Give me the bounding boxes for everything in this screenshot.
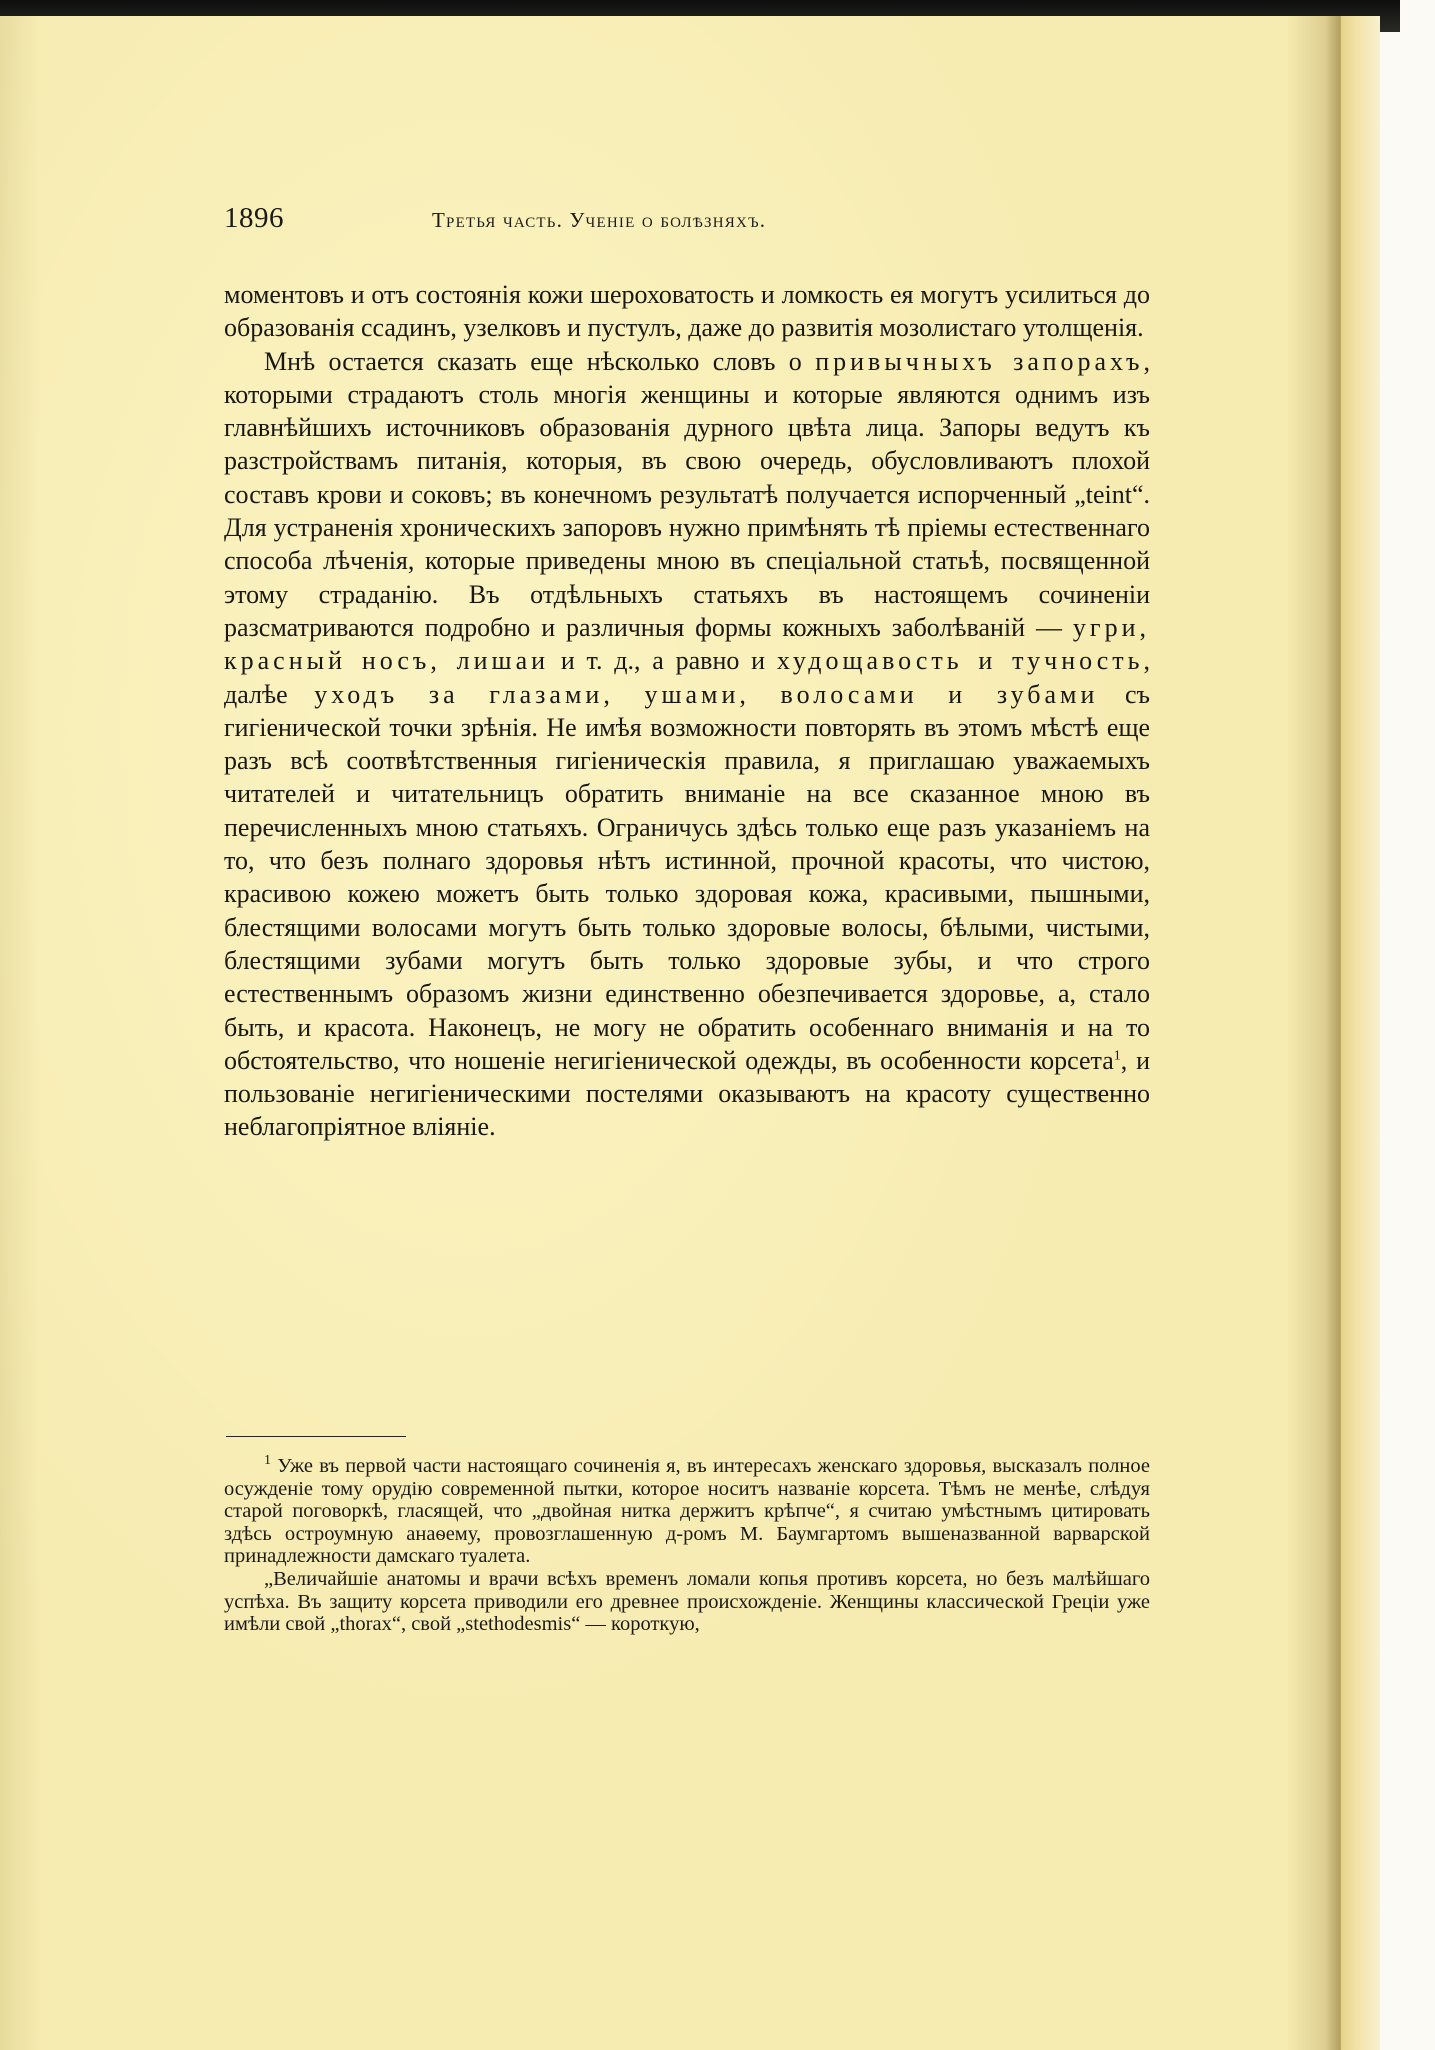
paragraph-1 <box>224 278 1150 345</box>
page-edge <box>1340 16 1380 2050</box>
spaced-phrase-constipation: привычныхъ запорахъ <box>815 346 1144 376</box>
footnote-marker: 1 <box>264 1453 271 1469</box>
page-number: 1896 <box>224 202 284 234</box>
footnote-2 <box>224 1568 1150 1636</box>
paragraph-2-text-d: , далѣе <box>224 646 1151 709</box>
page-header <box>224 202 1154 242</box>
footnote-1 <box>224 1455 1150 1568</box>
paragraph-1-text: моментовъ и отъ состоянія кожи шероховатость и ломкость ея могутъ усилиться до образованія ссадинъ, узелковъ и пустулъ, даже до развитія мозолистаго утолщенія. <box>224 280 1150 343</box>
spaced-phrase-weight: худощавость и тучность <box>776 646 1144 676</box>
spaced-phrase-skin-diseases: угри, красный носъ, лишаи <box>224 612 1150 676</box>
footnote-1-text: Уже въ первой части настоящаго сочиненія я, въ интересахъ женскаго здоровья, высказалъ полное осужденіе тому орудію современной пытки, которое носитъ названіе корсета. Тѣмъ не менѣе, слѣдуя старой поговоркѣ, гласящей, что „двойная нитка держитъ крѣпче“, я считаю умѣстнымъ цитировать здѣсь остроумную анаѳему, провозглашенную д-ромъ М. Баумгартомъ вышеназванной варварской принадлежности дамскаго туалета. <box>224 1455 1150 1568</box>
paragraph-2-text-b: , которыми страдаютъ столь многія женщины и которые являются однимъ изъ главнѣйшихъ источниковъ образованія дурного цвѣта лица. Запоры ведутъ къ разстройствамъ питанія, которыя, въ свою очередь, обусловливаютъ плохой составъ крови и соковъ; въ конечномъ результатѣ получается испорченный „teint“. Для устраненія хроническихъ запоровъ нужно примѣнять тѣ пріемы естественнаго способа лѣченія, которые приведены мною въ спеціальной статьѣ, посвященной этому страданію. Въ отдѣльныхъ статьяхъ въ настоящемъ сочиненіи разсматриваются подробно и различныя формы кожныхъ заболѣваній — <box>224 346 1150 642</box>
paragraph-2-text-a: Мнѣ остается сказать еще нѣсколько словъ о <box>264 346 816 376</box>
paragraph-2 <box>224 345 1150 1144</box>
main-text <box>224 278 1150 1144</box>
footnote-2-text: „Величайшіе анатомы и врачи всѣхъ временъ ломали копья противъ корсета, но безъ малѣйшаго успѣха. Въ защиту корсета приводили его древнее происхожденіе. Женщины классической Греціи уже имѣли свой „thorax“, свой „stethodesmis“ — короткую, <box>224 1567 1150 1636</box>
footnote-divider <box>226 1436 406 1437</box>
page-shadow <box>1325 16 1341 2050</box>
spaced-phrase-care: уходъ за глазами, ушами, волосами и зубами <box>314 679 1099 709</box>
paragraph-2-text-f: , и пользованіе негигіеническими постелями оказываютъ на красоту существенно неблагопріятное вліяніе. <box>224 1045 1150 1142</box>
paragraph-2-text-e: съ гигіенической точки зрѣнія. Не имѣя возможности повторять въ этомъ мѣстѣ еще разъ всѣ соотвѣтственныя гигіеническія правила, я приглашаю уважаемыхъ читателей и читательницъ обратить вниманіе на все сказанное мною въ перечисленныхъ мною статьяхъ. Ограничусь здѣсь только еще разъ указаніемъ на то, что безъ полнаго здоровья нѣтъ истинной, прочной красоты, что чистою, красивою кожею можетъ быть только здоровая кожа, красивыми, пышными, блестящими волосами могутъ быть только здоровые волосы, бѣлыми, чистыми, блестящими зубами могутъ быть только здоровые зубы, и что строго естественнымъ образомъ жизни единственно обезпечивается здоровье, а, стало быть, и красота. Наконецъ, не могу не обратить особеннаго вниманія и на то обстоятельство, что ношеніе негигіенической одежды, въ особенности корсета <box>224 679 1150 1075</box>
footnote-reference[interactable]: 1 <box>1113 1048 1121 1064</box>
footnotes <box>224 1455 1150 1636</box>
running-title: Третья часть. Ученіе о болѣзняхъ. <box>432 208 767 232</box>
paragraph-2-text-c: и т. д., а равно и <box>549 646 777 676</box>
